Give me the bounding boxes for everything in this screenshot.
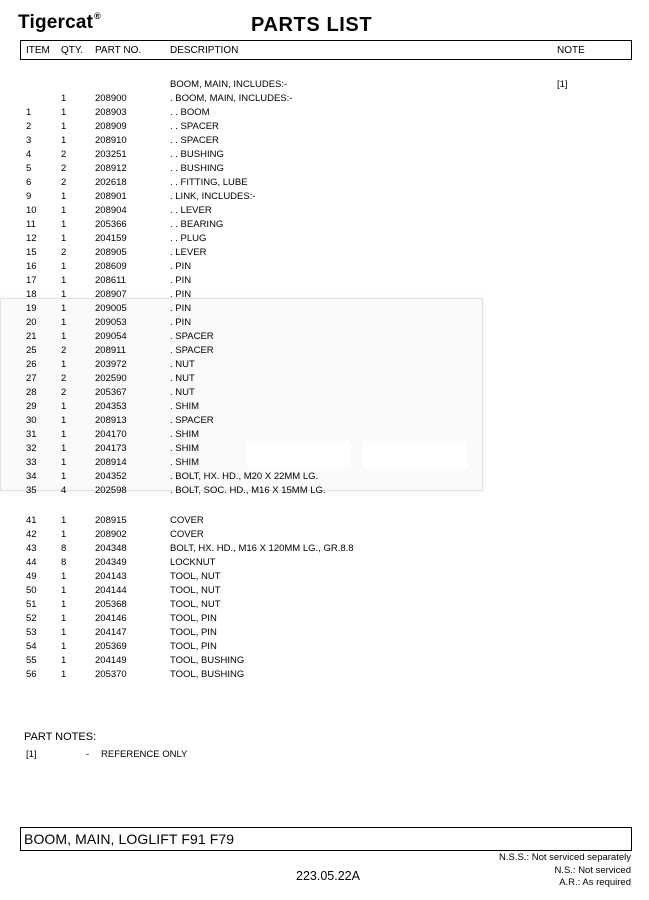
part-note-text: REFERENCE ONLY [101,749,188,760]
description-cell: TOOL, PIN [170,641,217,652]
part-number-cell: 203251 [95,149,127,160]
description-cell: . SHIM [170,401,200,412]
column-header-part-no: PART NO. [95,45,142,56]
part-number-cell: 208913 [95,415,127,426]
column-header-description: DESCRIPTION [170,45,239,56]
table-row [0,274,649,288]
part-note-dash: - [86,749,90,760]
table-row [0,612,649,626]
qty-cell: 1 [61,429,67,440]
qty-cell: 1 [61,515,67,526]
part-number-cell: 204348 [95,543,127,554]
description-cell: . SPACER [170,345,214,356]
item-cell: 28 [26,387,37,398]
part-number-cell: 208901 [95,191,127,202]
legend-line: N.S.: Not serviced [554,864,631,876]
item-cell: 21 [26,331,37,342]
qty-cell: 1 [61,415,67,426]
part-number-cell: 209053 [95,317,127,328]
table-row [0,316,649,330]
part-number-cell: 204349 [95,557,127,568]
table-row [0,358,649,372]
table-row [0,428,649,442]
qty-cell: 1 [61,669,67,680]
description-cell: . PIN [170,289,192,300]
item-cell: 41 [26,515,37,526]
description-cell: . SHIM [170,457,200,468]
page-title: PARTS LIST [251,14,373,36]
table-row [0,470,649,484]
item-cell: 6 [26,177,32,188]
qty-cell: 1 [61,233,67,244]
qty-cell: 8 [61,557,67,568]
qty-cell: 2 [61,387,67,398]
qty-cell: 1 [61,443,67,454]
table-row [0,668,649,682]
table-row [0,148,649,162]
qty-cell: 1 [61,471,67,482]
brand-logo [18,11,101,34]
part-number-cell: 208611 [95,275,126,286]
item-cell: 1 [26,107,32,118]
column-header-item: ITEM [26,45,50,56]
description-cell: TOOL, PIN [170,627,217,638]
item-cell: 19 [26,303,37,314]
part-number-cell: 204143 [95,571,127,582]
qty-cell: 2 [61,373,67,384]
table-row [0,106,649,120]
table-row [0,134,649,148]
qty-cell: 1 [61,107,67,118]
description-cell: TOOL, BUSHING [170,655,245,666]
table-row [0,372,649,386]
part-number-cell: 202598 [95,485,127,496]
part-number-cell: 204147 [95,627,127,638]
part-number-cell: 209005 [95,303,127,314]
part-number-cell: 208900 [95,93,127,104]
item-cell: 42 [26,529,37,540]
qty-cell: 1 [61,613,67,624]
description-cell: . SPACER [170,415,214,426]
table-row [0,92,649,106]
qty-cell: 1 [61,289,67,300]
item-cell: 26 [26,359,37,370]
item-cell: 43 [26,543,37,554]
table-row [0,514,649,528]
registered-mark: ® [94,11,102,21]
qty-cell: 1 [61,275,67,286]
item-cell: 20 [26,317,37,328]
item-cell: 25 [26,345,37,356]
table-row [0,584,649,598]
item-cell: 17 [26,275,37,286]
description-cell: . . SPACER [170,135,219,146]
item-cell: 30 [26,415,37,426]
assembly-note: [1] [557,79,568,90]
qty-cell: 8 [61,543,67,554]
qty-cell: 1 [61,401,67,412]
item-cell: 29 [26,401,37,412]
part-number-cell: 202618 [95,177,127,188]
description-cell: . . BOOM [170,107,210,118]
description-cell: LOCKNUT [170,557,216,568]
table-row [0,246,649,260]
qty-cell: 4 [61,485,67,496]
description-cell: . . PLUG [170,233,207,244]
table-row [0,626,649,640]
table-row [0,204,649,218]
description-cell: COVER [170,515,204,526]
item-cell: 35 [26,485,37,496]
description-cell: . . BUSHING [170,163,224,174]
item-cell: 49 [26,571,37,582]
table-row [0,260,649,274]
table-row [0,302,649,316]
description-cell: . LINK, INCLUDES:- [170,191,256,202]
qty-cell: 2 [61,149,67,160]
item-cell: 10 [26,205,37,216]
table-row [0,386,649,400]
table-row [0,528,649,542]
description-cell: . BOLT, HX. HD., M20 X 22MM LG. [170,471,319,482]
table-row [0,598,649,612]
item-cell: 4 [26,149,32,160]
part-number-cell: 208609 [95,261,127,272]
table-row [0,556,649,570]
item-cell: 3 [26,135,32,146]
table-row [0,162,649,176]
description-cell: . BOOM, MAIN, INCLUDES:- [170,93,293,104]
item-cell: 52 [26,613,37,624]
qty-cell: 2 [61,345,67,356]
table-row [0,484,649,498]
part-note-ref: [1] [26,749,37,760]
part-number-cell: 205367 [95,387,127,398]
part-number-cell: 208904 [95,205,127,216]
qty-cell: 1 [61,205,67,216]
description-cell: . PIN [170,261,192,272]
qty-cell: 1 [61,261,67,272]
qty-cell: 1 [61,585,67,596]
part-number-cell: 209054 [95,331,127,342]
item-cell: 34 [26,471,37,482]
item-cell: 15 [26,247,37,258]
description-cell: . PIN [170,317,192,328]
item-cell: 32 [26,443,37,454]
part-number-cell: 208905 [95,247,127,258]
assembly-title: BOOM, MAIN, LOGLIFT F91 F79 [24,831,235,847]
part-number-cell: 204352 [95,471,127,482]
qty-cell: 2 [61,163,67,174]
qty-cell: 1 [61,627,67,638]
assembly-header-row [0,78,649,92]
description-cell: . SPACER [170,331,214,342]
table-row [0,330,649,344]
part-number-cell: 203972 [95,359,127,370]
item-cell: 9 [26,191,32,202]
qty-cell: 1 [61,641,67,652]
item-cell: 54 [26,641,37,652]
table-row [0,414,649,428]
qty-cell: 1 [61,317,67,328]
part-number-cell: 204149 [95,655,127,666]
legend-line: N.S.S.: Not serviced separately [499,852,631,863]
table-row [0,400,649,414]
part-number-cell: 205369 [95,641,127,652]
item-cell: 18 [26,289,37,300]
part-number-cell: 205368 [95,599,127,610]
qty-cell: 1 [61,331,67,342]
assembly-description: BOOM, MAIN, INCLUDES:- [170,79,288,90]
part-number-cell: 208907 [95,289,127,300]
item-cell: 44 [26,557,37,568]
table-row [0,570,649,584]
item-cell: 16 [26,261,37,272]
item-cell: 12 [26,233,37,244]
description-cell: COVER [170,529,204,540]
description-cell: . NUT [170,359,195,370]
description-cell: . LEVER [170,247,207,258]
part-number-cell: 204170 [95,429,127,440]
description-cell: TOOL, PIN [170,613,217,624]
part-number-cell: 208912 [95,163,127,174]
description-cell: . SHIM [170,443,200,454]
description-cell: . . BUSHING [170,149,224,160]
description-cell: TOOL, BUSHING [170,669,245,680]
part-number-cell: 205370 [95,669,127,680]
column-header-qty: QTY. [61,45,84,56]
part-number-cell: 208914 [95,457,127,468]
part-number-cell: 208915 [95,515,127,526]
table-row [0,640,649,654]
part-notes-title: PART NOTES: [24,731,97,743]
qty-cell: 1 [61,655,67,666]
table-row [0,442,649,456]
qty-cell: 1 [61,359,67,370]
part-number-cell: 208910 [95,135,127,146]
description-cell: . PIN [170,275,192,286]
part-number-cell: 204144 [95,585,127,596]
table-row [0,232,649,246]
item-cell: 55 [26,655,37,666]
description-cell: . NUT [170,373,195,384]
qty-cell: 1 [61,529,67,540]
description-cell: . SHIM [170,429,200,440]
description-cell: TOOL, NUT [170,571,221,582]
table-row [0,190,649,204]
qty-cell: 1 [61,219,67,230]
brand-name: Tigercat [18,12,94,33]
qty-cell: 1 [61,135,67,146]
table-row [0,218,649,232]
item-cell: 51 [26,599,37,610]
qty-cell: 1 [61,599,67,610]
table-row [0,344,649,358]
part-number-cell: 205366 [95,219,127,230]
part-number-cell: 204159 [95,233,127,244]
description-cell: . BOLT, SOC. HD., M16 X 15MM LG. [170,485,326,496]
item-cell: 53 [26,627,37,638]
part-number-cell: 208909 [95,121,127,132]
qty-cell: 1 [61,303,67,314]
qty-cell: 1 [61,121,67,132]
qty-cell: 1 [61,571,67,582]
part-number-cell: 208903 [95,107,127,118]
qty-cell: 1 [61,191,67,202]
part-number-cell: 208911 [95,345,126,356]
description-cell: . . FITTING, LUBE [170,177,248,188]
description-cell: TOOL, NUT [170,585,221,596]
item-cell: 31 [26,429,37,440]
part-number-cell: 204353 [95,401,127,412]
table-row [0,120,649,134]
table-row [0,288,649,302]
part-number-cell: 204173 [95,443,127,454]
part-number-cell: 202590 [95,373,127,384]
qty-cell: 1 [61,457,67,468]
item-cell: 56 [26,669,37,680]
table-row [0,176,649,190]
description-cell: . . BEARING [170,219,224,230]
description-cell: . . LEVER [170,205,212,216]
item-cell: 33 [26,457,37,468]
item-cell: 5 [26,163,32,174]
description-cell: . . SPACER [170,121,219,132]
column-header-note: NOTE [557,45,585,56]
part-number-cell: 208902 [95,529,127,540]
item-cell: 11 [26,219,36,230]
legend-line: A.R.: As required [559,877,631,888]
item-cell: 2 [26,121,32,132]
description-cell: . NUT [170,387,195,398]
item-cell: 50 [26,585,37,596]
description-cell: TOOL, NUT [170,599,221,610]
qty-cell: 2 [61,177,67,188]
qty-cell: 2 [61,247,67,258]
service-legend [499,852,631,890]
item-cell: 27 [26,373,37,384]
description-cell: . PIN [170,303,192,314]
qty-cell: 1 [61,93,67,104]
table-row [0,654,649,668]
description-cell: BOLT, HX. HD., M16 X 120MM LG., GR.8.8 [170,543,354,554]
table-row [0,456,649,470]
page-code: 223.05.22A [296,869,360,883]
part-number-cell: 204146 [95,613,127,624]
table-row [0,542,649,556]
